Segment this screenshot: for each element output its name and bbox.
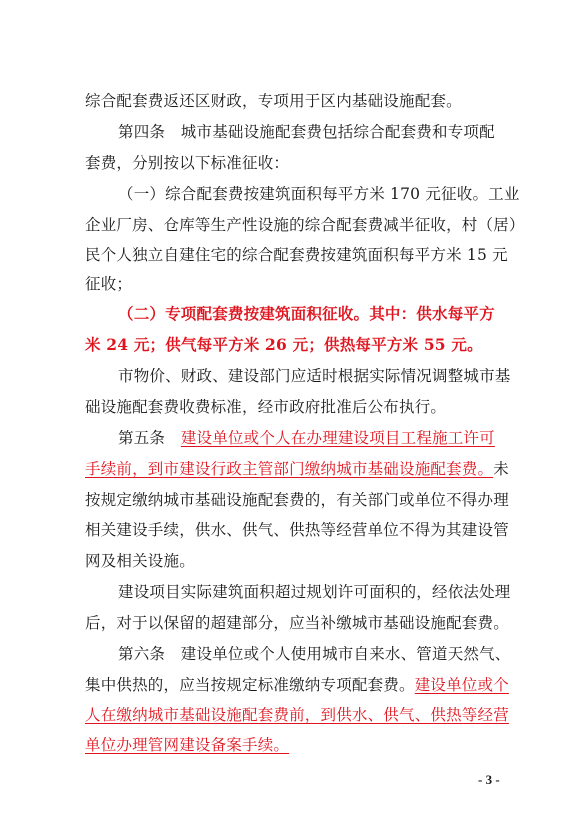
text-segment: 综合配套费返还区财政，专项用于区内基础设施配套。 (85, 92, 462, 110)
text-segment: 按规定缴纳城市基础设施配套费的，有关部门或单位不得办理 (85, 491, 509, 509)
special-fee-text: （二）专项配套费按建筑面积征收。其中：供水每平方 (118, 304, 495, 323)
page-number: - 3 - (478, 772, 500, 787)
text-line (118, 117, 505, 147)
text-line (118, 577, 511, 607)
text-line (85, 515, 509, 545)
underlined-text: 手续前，到市建设行政主管部门缴纳城市基础设施配套费。 (85, 460, 494, 478)
text-line (85, 454, 509, 484)
article-5-heading: 第五条 (118, 429, 181, 447)
text-segment: 建设项目实际建筑面积超过规划许可面积的，经依法处理 (118, 583, 511, 601)
text-segment: 集中供热的，应当按规定标准缴纳专项配套费。 (85, 676, 415, 694)
text-segment: 市物价、财政、建设部门应适时根据实际情况调整城市基 (118, 367, 511, 385)
text-line (85, 392, 505, 422)
text-segment: 征收； (85, 275, 133, 293)
text-line (85, 730, 505, 760)
text-line-highlighted (118, 299, 505, 329)
article-4-heading: 第四条 城市基础设施配套费包括综合配套费和专项配 (118, 123, 495, 141)
text-line-highlighted (85, 330, 505, 360)
text-line (85, 148, 505, 178)
text-segment: 未 (493, 460, 509, 478)
text-segment: 相关建设手续，供水、供气、供热等经营单位不得为其建设管 (85, 521, 509, 539)
text-line (118, 361, 511, 391)
text-segment: 套费，分别按以下标准征收： (85, 154, 290, 172)
text-line (118, 639, 511, 669)
text-line (85, 210, 525, 240)
article-6-heading: 第六条 建设单位或个人使用城市自来水、管道天然气、 (118, 645, 511, 663)
text-line (118, 423, 505, 453)
text-line (85, 546, 505, 576)
text-segment: （一）综合配套费按建筑面积每平方米 170 元征收。工业 (118, 185, 520, 203)
underlined-text: 建设单位或个 (414, 676, 509, 694)
text-segment: 网及相关设施。 (85, 552, 195, 570)
text-line (118, 179, 520, 209)
text-line (85, 670, 509, 700)
text-line (85, 608, 509, 638)
underlined-text: 单位办理管网建设备案手续。 (85, 736, 290, 754)
text-line (85, 269, 505, 299)
text-line (85, 240, 508, 270)
text-segment: 企业厂房、仓库等生产性设施的综合配套费减半征收，村（居） (85, 216, 525, 234)
text-line (85, 700, 509, 730)
underlined-text: 人在缴纳城市基础设施配套费前，到供水、供气、供热等经营 (85, 706, 509, 724)
underlined-text: 建设单位或个人在办理建设项目工程施工许可 (180, 429, 495, 447)
text-line (85, 485, 509, 515)
text-segment: 础设施配套费收费标准，经市政府批准后公布执行。 (85, 398, 447, 416)
text-line (85, 86, 505, 116)
text-segment: 后，对于以保留的超建部分，应当补缴城市基础设施配套费。 (85, 614, 509, 632)
text-segment: 民个人独立自建住宅的综合配套费按建筑面积每平方米 15 元 (85, 246, 508, 264)
special-fee-rates: 米 24 元；供气每平方米 26 元；供热每平方米 55 元。 (85, 335, 483, 354)
